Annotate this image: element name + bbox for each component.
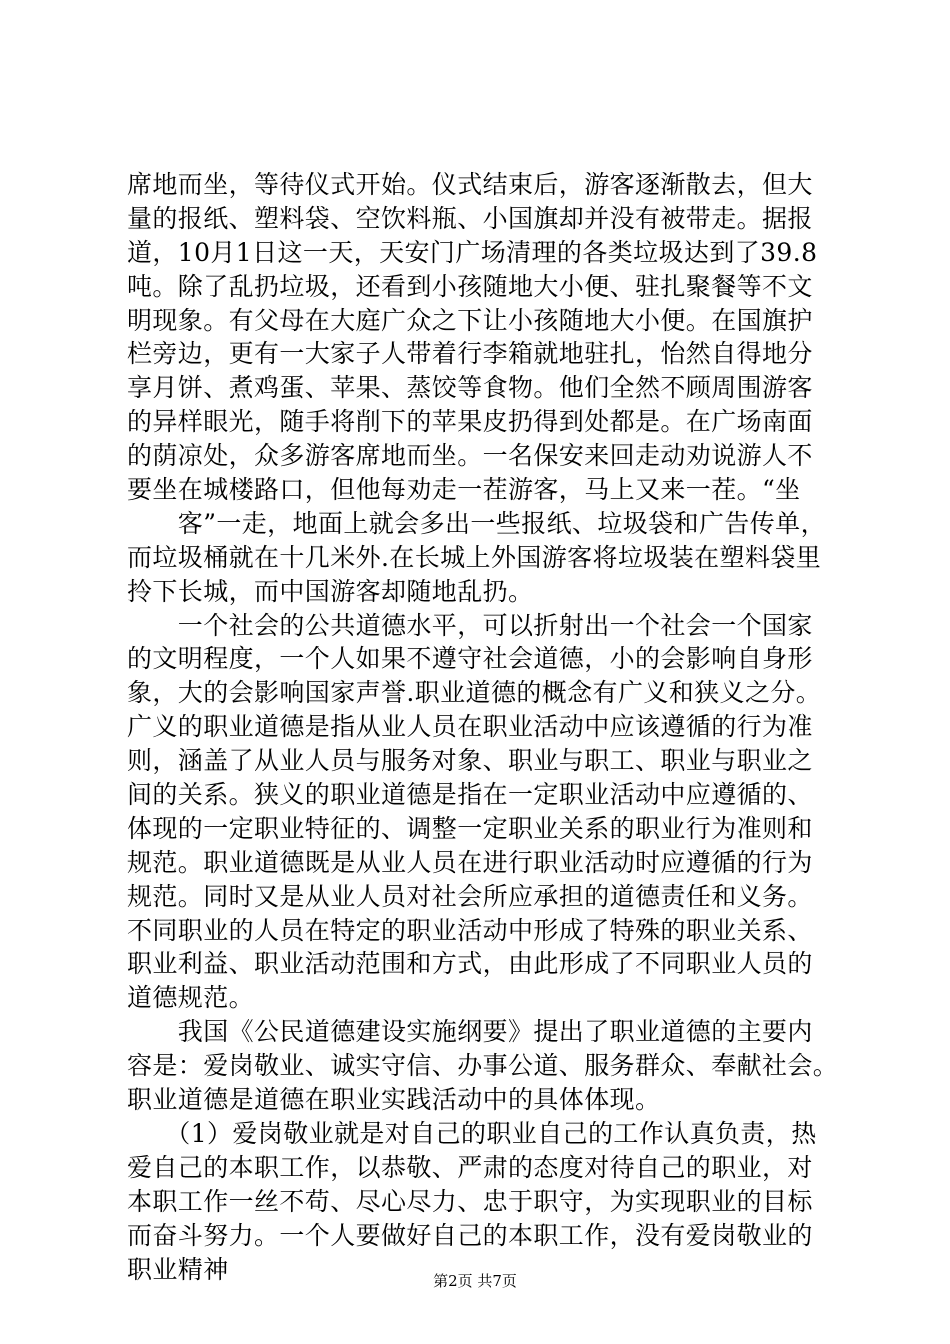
text-line: 享月饼、煮鸡蛋、苹果、蒸饺等食物。他们全然不顾周围游客	[127, 373, 813, 403]
text-line: （1）爱岗敬业就是对自己的职业自己的工作认真负责，热	[127, 1118, 817, 1148]
text-line: 的荫凉处，众多游客席地而坐。一名保安来回走动劝说游人不	[127, 441, 813, 471]
text-line: 职业利益、职业活动范围和方式，由此形成了不同职业人员的	[127, 949, 813, 979]
text-line: 规范。职业道德既是从业人员在进行职业活动时应遵循的行为	[127, 847, 813, 877]
text-line: 明现象。有父母在大庭广众之下让小孩随地大小便。在国旗护	[127, 305, 813, 335]
text-line: 要坐在城楼路口，但他每劝走一茬游客，马上又来一茬。“坐	[127, 475, 801, 505]
text-line: 席地而坐，等待仪式开始。仪式结束后，游客逐渐散去，但大	[127, 170, 813, 199]
text-line: 栏旁边，更有一大家子人带着行李箱就地驻扎，怡然自得地分	[127, 339, 813, 369]
text-line: 的文明程度，一个人如果不遵守社会道德，小的会影响自身形	[127, 644, 813, 674]
text-line: 本职工作一丝不苟、尽心尽力、忠于职守，为实现职业的目标	[127, 1186, 813, 1216]
text-line: 而奋斗努力。一个人要做好自己的本职工作，没有爱岗敬业的	[127, 1220, 813, 1250]
text-line: 容是：爱岗敬业、诚实守信、办事公道、服务群众、奉献社会。	[127, 1051, 839, 1081]
text-line: 吨。除了乱扔垃圾，还看到小孩随地大小便、驻扎聚餐等不文	[127, 271, 813, 301]
text-line: 象，大的会影响国家声誉.职业道德的概念有广义和狭义之分。	[127, 678, 822, 708]
text-line: 的异样眼光，随手将削下的苹果皮扔得到处都是。在广场南面	[127, 407, 813, 437]
text-line: 体现的一定职业特征的、调整一定职业关系的职业行为准则和	[127, 813, 813, 843]
text-line: 道，10月1日这一天，天安门广场清理的各类垃圾达到了39.8	[127, 237, 818, 267]
text-line: 而垃圾桶就在十几米外.在长城上外国游客将垃圾装在塑料袋里	[127, 542, 822, 572]
text-line: 规范。同时又是从业人员对社会所应承担的道德责任和义务。	[127, 881, 813, 911]
text-line: 客”一走，地面上就会多出一些报纸、垃圾袋和广告传单，	[127, 508, 826, 538]
page-footer: 第2页 共7页	[433, 1272, 517, 1290]
body-text	[127, 168, 839, 1286]
text-line: 拎下长城，而中国游客却随地乱扔。	[127, 576, 534, 606]
text-line: 不同职业的人员在特定的职业活动中形成了特殊的职业关系、	[127, 915, 813, 945]
text-line: 道德规范。	[127, 983, 255, 1013]
text-line: 广义的职业道德是指从业人员在职业活动中应该遵循的行为准	[127, 712, 813, 742]
text-line: 则，涵盖了从业人员与服务对象、职业与职工、职业与职业之	[127, 746, 813, 776]
text-line: 量的报纸、塑料袋、空饮料瓶、小国旗却并没有被带走。据报	[127, 203, 813, 233]
text-line: 爱自己的本职工作，以恭敬、严肃的态度对待自己的职业，对	[127, 1152, 813, 1182]
text-line: 职业精神	[127, 1254, 229, 1284]
text-line: 一个社会的公共道德水平，可以折射出一个社会一个国家	[127, 610, 813, 640]
text-line: 职业道德是道德在职业实践活动中的具体体现。	[127, 1085, 661, 1115]
text-line: 我国《公民道德建设实施纲要》提出了职业道德的主要内	[127, 1017, 813, 1047]
text-line: 间的关系。狭义的职业道德是指在一定职业活动中应遵循的、	[127, 780, 813, 810]
